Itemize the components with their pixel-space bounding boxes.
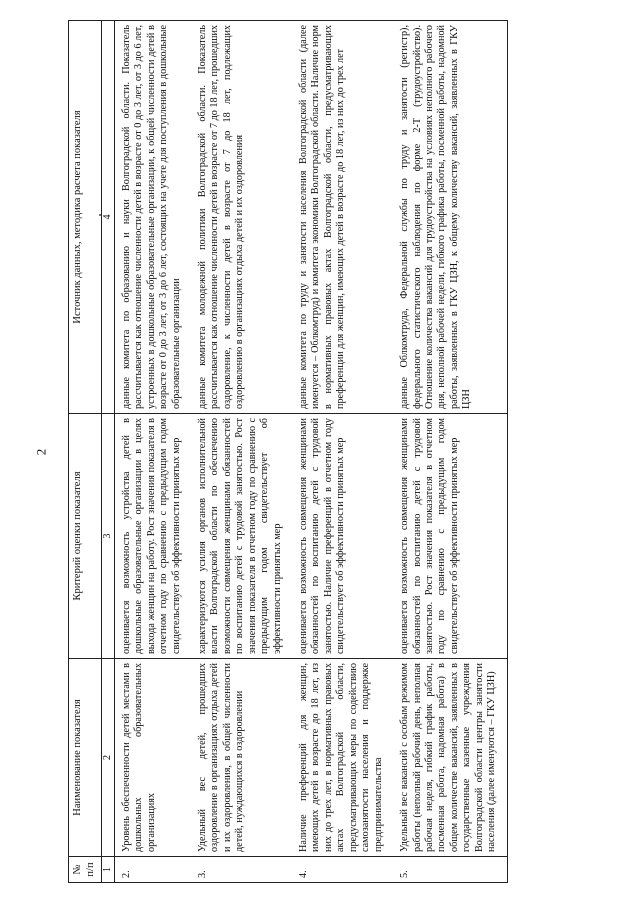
- criterion-cell: оценивается возможность совмещения женщинами обязанностей по воспитанию детей с трудовой занятостью. Рост значения показателя в отчетном году по сравнению с предыдущим годом свидетельствует об эффективности принятых мер: [393, 414, 507, 659]
- header-source: Источник данных, методика расчета показателя: [69, 21, 102, 414]
- row-number: 3.: [191, 857, 292, 883]
- indicator-name: Уровень обеспеченности детей местами в дошкольных образовательных организациях: [114, 659, 191, 857]
- table-header-row: [69, 21, 102, 883]
- page-number: 2: [33, 448, 49, 456]
- table-row: [114, 21, 191, 883]
- indicator-name: Наличие преференций для женщин, имеющих детей в возрасте до 18 лет, из них до трех лет, в нормативных правовых актах Волгоградской области, предусматривающих меры по содействию самозанятости населения и поддержке предпринимательства: [292, 659, 393, 857]
- table-row: [393, 21, 507, 883]
- column-number: 4: [101, 21, 114, 414]
- indicator-table-wrapper: [68, 21, 620, 883]
- indicator-name: Удельный вес вакансий с особым режимом работы (неполный рабочий день, неполная рабочая неделя, гибкий график работы, посменная работа, надомная работа) в общем количестве вакансий, заявленных в государственные казенные учреждения Волгоградской области центры занятости населения (далее именуются – ГКУ ЦЗН): [393, 659, 507, 857]
- column-number: 2: [101, 659, 114, 857]
- criterion-cell: характеризуются усилия органов исполнительной власти Волгоградской области по обеспечению возможности совмещения женщинами обязанностей по воспитанию детей с трудовой занятостью. Рост значения показателя в отчетном году по сравнению с предыдущим годом свидетельствует об эффективности принятых мер: [191, 414, 292, 659]
- indicator-name: Удельный вес детей, прошедших оздоровление в организациях отдыха детей и их оздоровления, в общей численности детей, нуждающихся в оздоровлении: [191, 659, 292, 857]
- row-number: 2.: [114, 857, 191, 883]
- row-number: 5.: [393, 857, 507, 883]
- source-cell: данные комитета по образованию и науки Волгоградской области. Показатель рассчитывается как отношение численности детей в возрасте от 0 до 3 лет, от 3 до 6 лет, устроенных в дошкольные образовательные организации, к общей численности детей в возрасте от 0 до 3 лет, от 3 до 6 лет, состоящих на учете для поступления в дошкольные образовательные организации: [114, 21, 191, 414]
- source-cell: данные Облкомтруда, Федеральной службы по труду и занятости (регистр), федерального статистического наблюдения по форме 2-Т (трудоустройство). Отношение количества вакансий для трудоустройства на условиях неполного рабочего дня, неполной рабочей недели, гибкого графика работы, посменной работы, надомной работы, заявленных в ГКУ ЦЗН, к общему количеству вакансий, заявленных в ГКУ ЦЗН: [393, 21, 507, 414]
- column-number: 1: [101, 857, 114, 883]
- header-indicator-name: Наименование показателя: [69, 659, 102, 857]
- row-number: 4.: [292, 857, 393, 883]
- column-number: 3: [101, 414, 114, 659]
- column-number-row: [101, 21, 114, 883]
- source-cell: данные комитета по труду и занятости населения Волгоградской области (далее именуется – Облкомтруд) и комитета экономики Волгоградской области. Наличие норм в нормативных правовых актах Волгоградской области, предусматривающих преференции для женщин, имеющих детей в возрасте до 18 лет, из них до трех лет: [292, 21, 393, 414]
- indicator-table: [68, 20, 508, 883]
- table-row: [292, 21, 393, 883]
- criterion-cell: оценивается возможность совмещения женщинами обязанностей по воспитанию детей с трудовой занятостью. Наличие преференций в отчетном году свидетельствует об эффективности принятых мер: [292, 414, 393, 659]
- source-cell: данные комитета молодежной политики Волгоградской области. Показатель рассчитывается как отношение численности детей в возрасте от 7 до 18 лет, прошедших оздоровление, к численности детей в возрасте от 7 до 18 лет, подлежащих оздоровлению в организациях отдыха детей и их оздоровления: [191, 21, 292, 414]
- table-row: [191, 21, 292, 883]
- header-number: № п/п: [69, 857, 102, 883]
- criterion-cell: оценивается возможность устройства детей в дошкольные образовательные организации в целях выхода женщин на работу. Рост значения показателя в отчетном году по сравнению с предыдущим годом свидетельствует об эффективности принятых мер: [114, 414, 191, 659]
- header-criterion: Критерий оценки показателя: [69, 414, 102, 659]
